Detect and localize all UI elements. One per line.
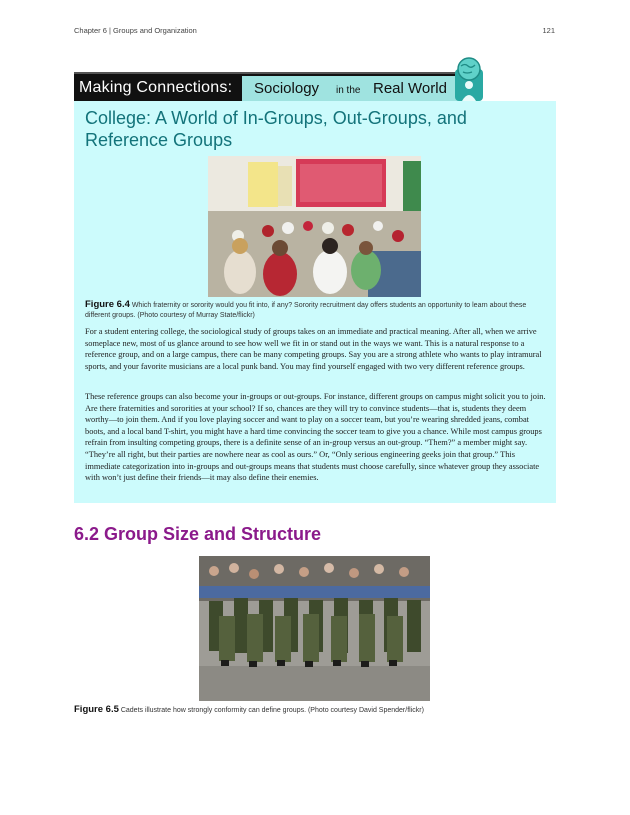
- banner-word-in-the: in the: [336, 85, 361, 96]
- page-number: 121: [542, 26, 555, 35]
- sorority-recruitment-photo: [208, 156, 421, 297]
- figure-6-4-caption-text: Which fraternity or sorority would you fit into, if any? Sorority recruitment day offers students an opportunity to learn about these different groups. (Photo courtesy of Murray State/flickr): [85, 302, 527, 319]
- figure-6-4-label: Figure 6.4: [85, 299, 130, 310]
- figure-6-4-caption: [85, 300, 545, 321]
- feature-banner: [74, 72, 480, 104]
- banner-word-real-world: Real World: [373, 80, 447, 97]
- feature-paragraph-2: These reference groups can also become your in-groups or out-groups. For instance, different groups on campus might solicit you to join. Are there fraternities and sororities at your school? If so, chances are they will try to convince students—that is, students they deem worthy—to join them. And if you love playing soccer and want to play on a soccer team, but you’re wearing shredded jeans, combat boots, and a local band T-shirt, you might have a hard time convincing the soccer team to give you a chance. While most campus groups refrain from insulting competing groups, there is a definite sense of an in-group versus an out-group. “Them?” a member might say. “They’re all right, but their parties are nowhere near as cool as ours.” Or, “Only serious engineering geeks join that group.” This immediate categorization into in-groups and out-groups means that students must choose carefully, since whatever group they associate with won’t just define their friends—it may also define their enemies.: [85, 392, 546, 483]
- banner-sociology-real-world: [242, 76, 480, 102]
- feature-paragraph-1: For a student entering college, the sociological study of groups takes on an immediate and practical meaning. After all, when we arrive someplace new, most of us glance around to see how well we fit in or stand out in the ways we want. This is a natural response to a reference group, and on a large campus, there can be many competing groups. Say you are a strong athlete who wants to play intramural sports, and your favorite musicians are a local punk band. You may find yourself engaged with two very different reference groups.: [85, 327, 542, 371]
- feature-title: College: A World of In-Groups, Out-Groups, and Reference Groups: [85, 108, 467, 150]
- figure-6-5-label: Figure 6.5: [74, 704, 119, 715]
- running-header-chapter: Chapter 6 | Groups and Organization: [74, 26, 197, 35]
- banner-making-connections: Making Connections:: [79, 79, 233, 96]
- section-heading: 6.2 Group Size and Structure: [74, 524, 322, 544]
- cadets-marching-photo: [199, 556, 430, 701]
- feature-box: [74, 101, 556, 503]
- globe-person-icon: [455, 57, 483, 101]
- figure-6-5-caption: [74, 705, 554, 716]
- banner-word-sociology: Sociology: [254, 80, 320, 97]
- figure-6-5-caption-text: Cadets illustrate how strongly conformity can define groups. (Photo courtesy David Spender/flickr): [120, 707, 424, 714]
